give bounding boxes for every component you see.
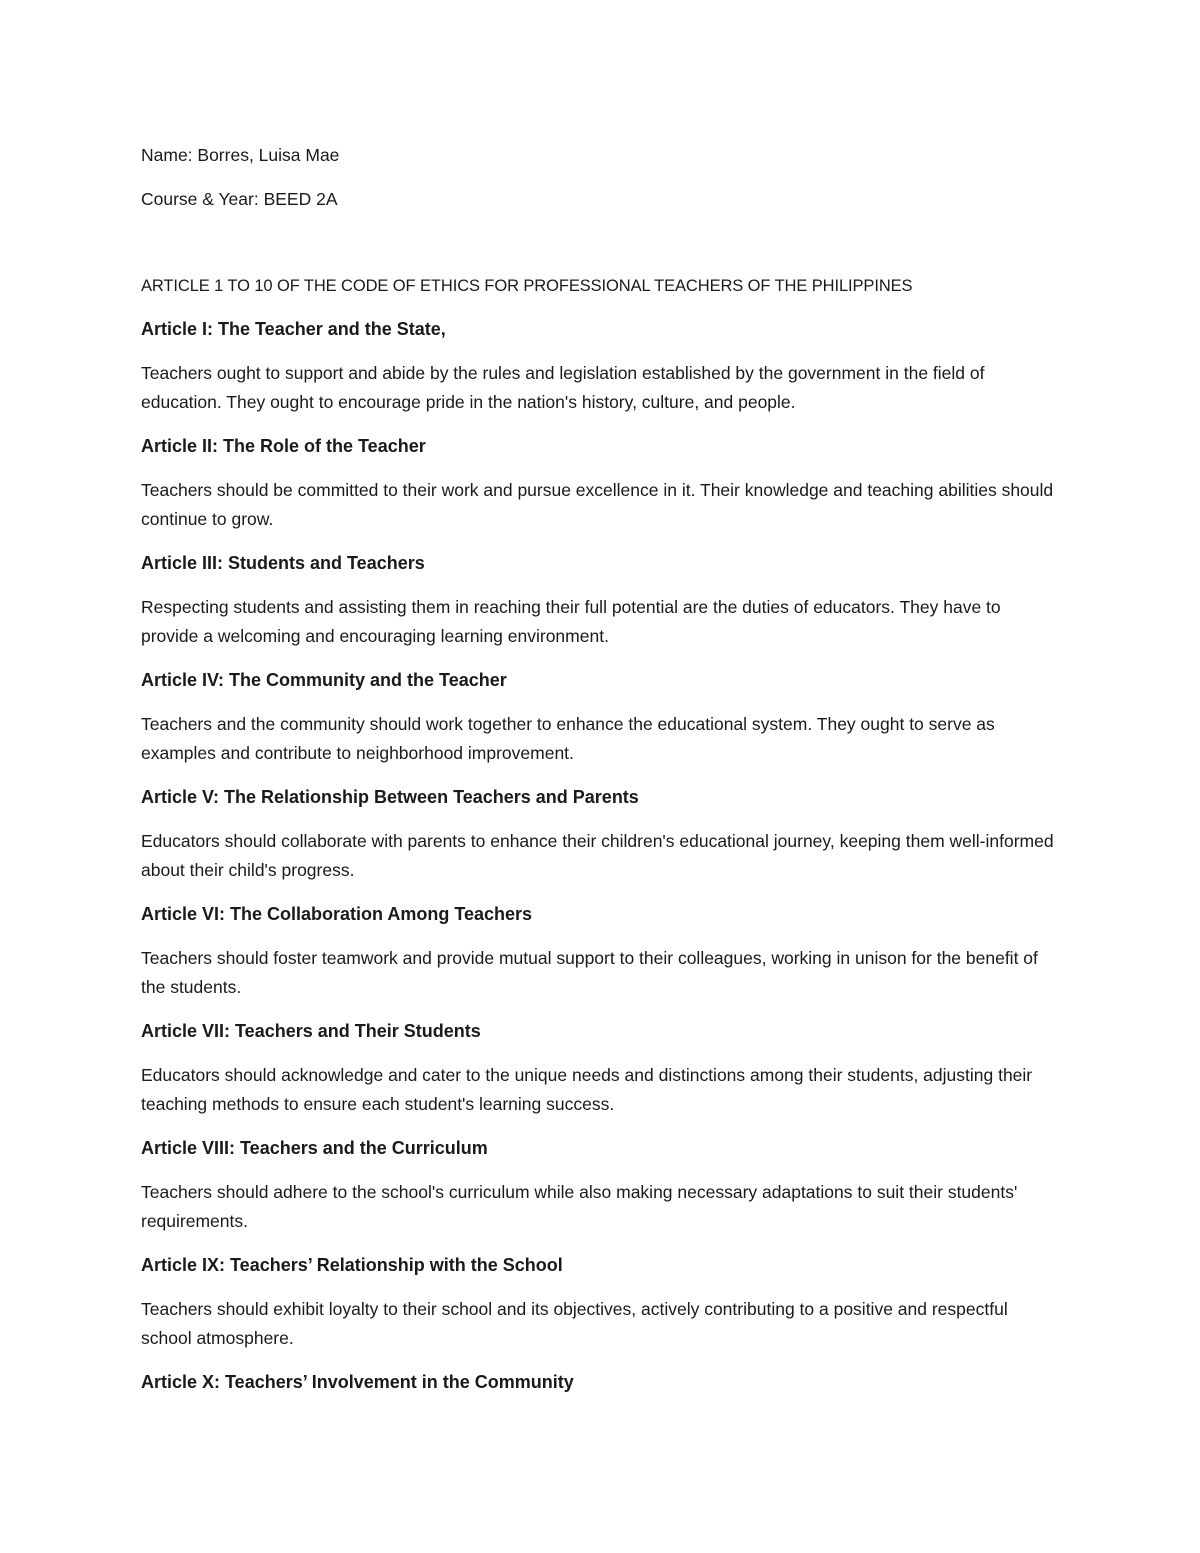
article-heading: Article I: The Teacher and the State, xyxy=(141,319,446,339)
course-year: Course & Year: BEED 2A xyxy=(141,189,338,209)
article-10 xyxy=(141,1368,1061,1397)
article-8 xyxy=(141,1134,1061,1236)
article-body: Educators should acknowledge and cater to the unique needs and distinctions among their students, adjusting their teaching methods to ensure each student's learning success. xyxy=(141,1065,1033,1114)
article-3 xyxy=(141,549,1061,651)
document-title: ARTICLE 1 TO 10 OF THE CODE OF ETHICS FOR PROFESSIONAL TEACHERS OF THE PHILIPPINES xyxy=(141,277,913,295)
article-9 xyxy=(141,1251,1061,1353)
article-2 xyxy=(141,432,1061,534)
article-heading: Article VIII: Teachers and the Curriculum xyxy=(141,1138,488,1158)
article-6 xyxy=(141,900,1061,1002)
article-body: Teachers should exhibit loyalty to their school and its objectives, actively contributing to a positive and respectful school atmosphere. xyxy=(141,1299,1008,1348)
article-body: Educators should collaborate with parents to enhance their children's educational journey, keeping them well-informed about their child's progress. xyxy=(141,831,1054,880)
article-heading: Article IX: Teachers’ Relationship with the School xyxy=(141,1255,563,1275)
article-body: Teachers ought to support and abide by the rules and legislation established by the government in the field of education. They ought to encourage pride in the nation's history, culture, and people. xyxy=(141,363,985,412)
article-heading: Article II: The Role of the Teacher xyxy=(141,436,426,456)
article-heading: Article V: The Relationship Between Teachers and Parents xyxy=(141,787,639,807)
document-content xyxy=(141,141,1061,1412)
article-heading: Article X: Teachers’ Involvement in the Community xyxy=(141,1372,574,1392)
article-5 xyxy=(141,783,1061,885)
article-body: Teachers should adhere to the school's curriculum while also making necessary adaptations to suit their students' requirements. xyxy=(141,1182,1018,1231)
article-heading: Article VII: Teachers and Their Students xyxy=(141,1021,481,1041)
student-name: Name: Borres, Luisa Mae xyxy=(141,145,340,165)
article-body: Teachers should be committed to their work and pursue excellence in it. Their knowledge and teaching abilities should continue to grow. xyxy=(141,480,1054,529)
article-7 xyxy=(141,1017,1061,1119)
article-body: Teachers and the community should work together to enhance the educational system. They ought to serve as examples and contribute to neighborhood improvement. xyxy=(141,714,995,763)
article-heading: Article IV: The Community and the Teacher xyxy=(141,670,507,690)
article-heading: Article III: Students and Teachers xyxy=(141,553,425,573)
article-body: Respecting students and assisting them in reaching their full potential are the duties of educators. They have to provide a welcoming and encouraging learning environment. xyxy=(141,597,1001,646)
article-1 xyxy=(141,315,1061,417)
article-heading: Article VI: The Collaboration Among Teachers xyxy=(141,904,533,924)
article-4 xyxy=(141,666,1061,768)
article-body: Teachers should foster teamwork and provide mutual support to their colleagues, working in unison for the benefit of the students. xyxy=(141,948,1038,997)
